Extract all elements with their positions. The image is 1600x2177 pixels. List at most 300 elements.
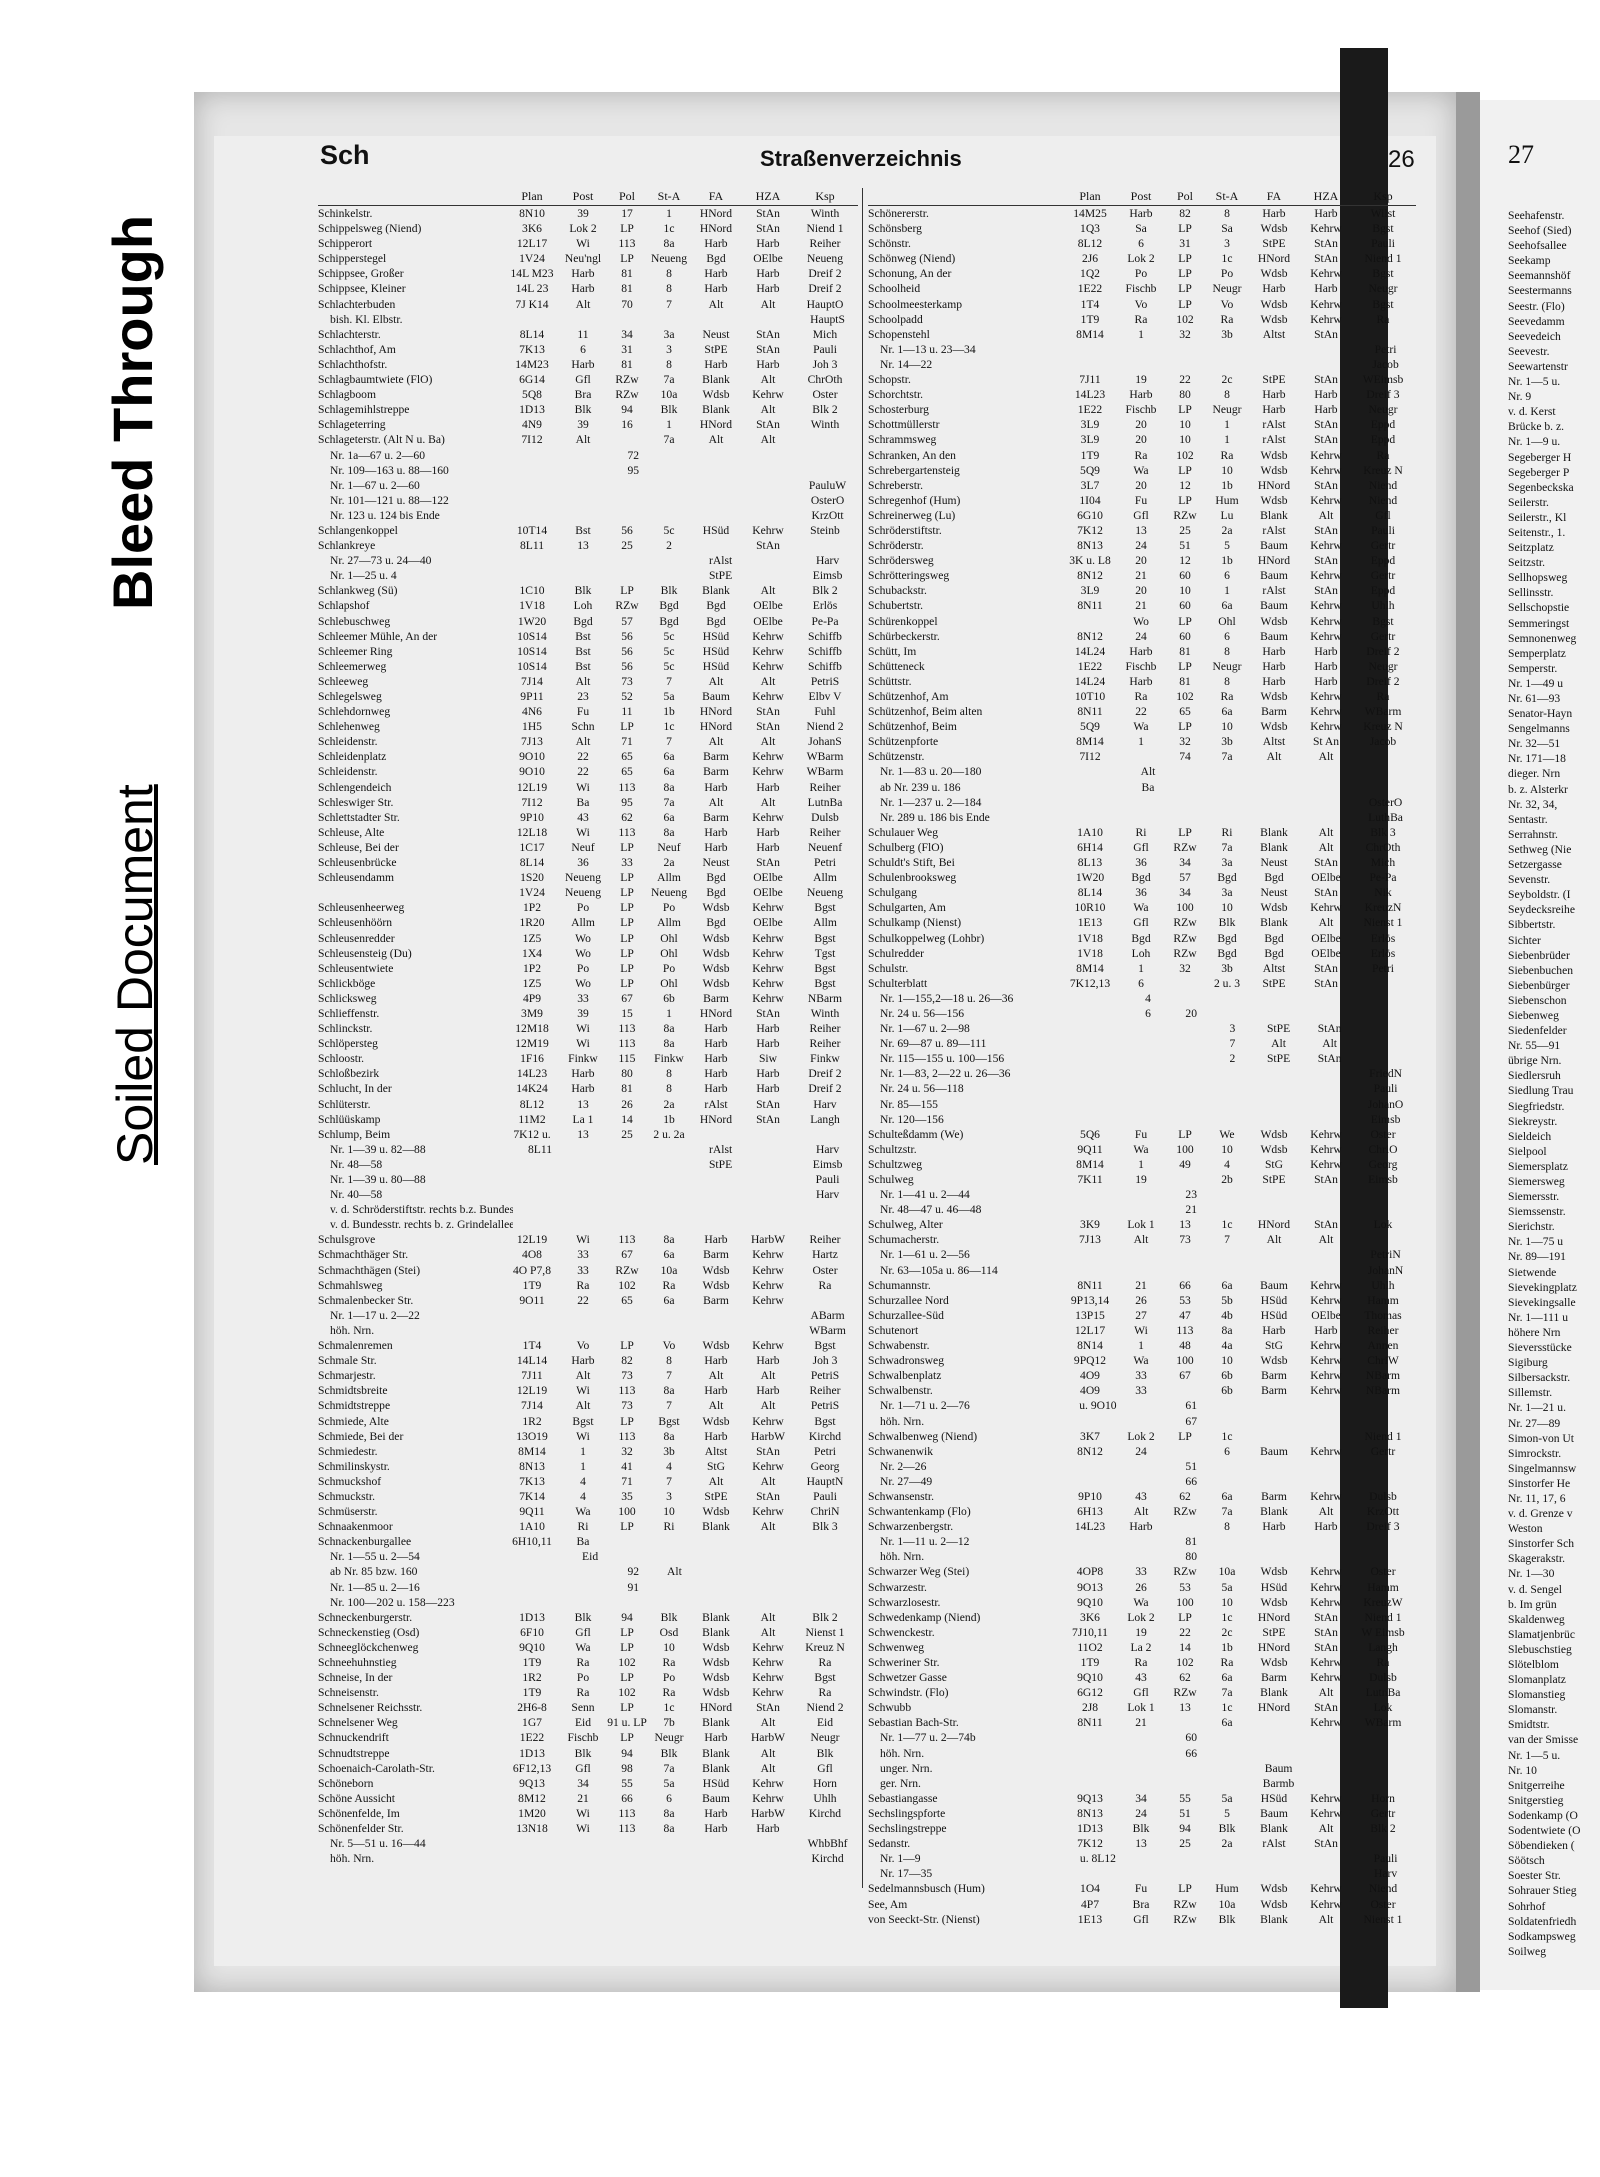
plan-cell: 3L9 <box>1080 418 1100 432</box>
fa-cell: Bgd <box>1264 871 1284 885</box>
hza-cell <box>746 1836 797 1851</box>
street-name: Schnuckendrift <box>318 1731 389 1745</box>
hza-cell: Harb <box>1314 644 1338 658</box>
directory-row <box>868 553 1416 568</box>
ksp-cell: W Eimsb <box>1361 1625 1405 1639</box>
ksp-cell: Bgst <box>1372 614 1394 628</box>
plan-cell <box>513 1564 568 1579</box>
street-name: Schreberstr. <box>868 478 924 492</box>
hza-cell: Alt <box>760 1761 776 1775</box>
next-page-entry: Seyboldstr. (I <box>1508 888 1571 902</box>
hza-cell <box>746 478 797 493</box>
pol-cell: 32 <box>621 1444 633 1458</box>
post-cell: Wi <box>576 1806 590 1820</box>
next-page-entry: Siemssenstr. <box>1508 1205 1566 1219</box>
st-a-cell: Vo <box>662 1339 676 1353</box>
post-cell: 22 <box>577 765 589 779</box>
pol-cell: RZw <box>1173 508 1197 522</box>
plan-cell: 3K u. L8 <box>1069 554 1111 568</box>
ksp-cell <box>1355 780 1416 795</box>
hza-cell: Kehrw <box>1310 1565 1342 1579</box>
plan-cell <box>513 568 568 583</box>
st-a-cell: 7 <box>1224 1233 1230 1247</box>
st-a-cell: 1c <box>663 1701 675 1715</box>
directory-row <box>318 1338 858 1353</box>
st-a-cell: 7 <box>666 1369 672 1383</box>
st-a-cell <box>1212 1761 1253 1776</box>
pol-cell: 73 <box>1179 1233 1191 1247</box>
pol-cell: 102 <box>1176 1656 1194 1669</box>
fa-cell: Blank <box>1260 1686 1288 1700</box>
hza-cell: Kehrw <box>752 1339 784 1353</box>
st-a-cell: Po <box>662 961 676 975</box>
ksp-cell: Erlös <box>812 599 838 613</box>
hza-cell: Alt <box>760 1610 776 1624</box>
pol-cell <box>606 1534 648 1549</box>
ksp-cell: Neueng <box>806 252 844 266</box>
plan-cell: u. 8L12 <box>1079 1852 1116 1866</box>
plan-cell: 14M23 <box>515 357 549 371</box>
directory-row <box>318 297 858 312</box>
fa-cell <box>1253 1006 1304 1021</box>
directory-row <box>868 297 1416 312</box>
ksp-cell: Oster <box>812 1263 838 1277</box>
plan-cell: 9PQ12 <box>1073 1354 1107 1368</box>
next-page-entry: Sietwende <box>1508 1265 1557 1279</box>
pol-cell: 20 <box>1185 1006 1197 1020</box>
pol-cell: 113 <box>618 237 636 251</box>
pol-cell: 22 <box>1179 1625 1191 1639</box>
next-page-entry: Nr. 1—75 u <box>1508 1235 1564 1249</box>
street-name: Schönenfelde, Im <box>318 1806 400 1820</box>
post-cell: Allm <box>571 916 595 930</box>
pol-cell: 49 <box>1179 1157 1191 1171</box>
post-cell: Alt <box>575 297 591 311</box>
pol-cell: 56 <box>621 659 633 673</box>
plan-cell <box>513 448 568 463</box>
hza-cell <box>1304 1187 1355 1202</box>
directory-row <box>868 1459 1416 1474</box>
fa-cell: rAlst <box>709 1142 733 1156</box>
plan-cell: 9O10 <box>519 765 545 779</box>
plan-cell: 1D13 <box>519 1746 545 1760</box>
directory-row <box>318 1232 858 1247</box>
st-a-cell: 1 <box>666 1006 672 1020</box>
ksp-cell: Eid <box>816 1716 834 1730</box>
street-name: Schulredder <box>868 946 925 960</box>
st-a-cell: 8 <box>1224 1520 1230 1534</box>
post-cell: Lok 2 <box>1127 1429 1155 1443</box>
directory-row <box>868 266 1416 281</box>
next-page-entry: Singelmannsw <box>1508 1461 1577 1475</box>
plan-cell: 13P15 <box>1075 1308 1105 1322</box>
hza-cell: Kehrw <box>1310 690 1342 703</box>
pol-cell: LP <box>1178 463 1192 477</box>
ksp-cell: Dreif 2 <box>1366 674 1400 688</box>
plan-cell <box>1070 1081 1125 1096</box>
fa-cell: HSüd <box>1260 1308 1288 1322</box>
post-cell <box>568 1187 613 1202</box>
plan-cell: 12M18 <box>515 1022 549 1036</box>
post-cell <box>568 1217 613 1232</box>
post-cell: Blk <box>574 1746 592 1760</box>
fa-cell: Harb <box>704 267 728 281</box>
next-page-entry: v. d. Grenze v <box>1508 1507 1573 1521</box>
post-cell: 21 <box>1135 1278 1147 1292</box>
st-a-cell: Neugr <box>1212 403 1242 417</box>
street-name: Schopstr. <box>868 373 911 387</box>
ksp-cell: Reiher <box>809 1233 841 1247</box>
post-cell: Bst <box>575 659 591 673</box>
pol-cell: 71 <box>621 735 633 749</box>
plan-cell: 1V18 <box>1077 931 1103 945</box>
plan-cell <box>1070 1021 1125 1036</box>
hza-cell <box>742 1127 794 1142</box>
street-name: Schützenhof, Beim alten <box>868 705 983 719</box>
fa-cell <box>695 493 746 508</box>
directory-row <box>318 493 858 508</box>
directory-row <box>868 1640 1416 1655</box>
street-name: Schurzallee-Süd <box>868 1308 944 1322</box>
st-a-cell <box>1212 1066 1253 1081</box>
st-a-cell: 5c <box>663 523 675 537</box>
post-cell: Bst <box>575 629 591 643</box>
plan-cell <box>513 1836 568 1851</box>
ksp-cell <box>794 1127 856 1142</box>
hza-cell: Alt <box>760 1625 776 1639</box>
street-name: Schmilinskystr. <box>318 1459 390 1473</box>
street-name: Schulberg (FlO) <box>868 840 944 854</box>
st-a-cell: 10a <box>660 1263 678 1277</box>
post-cell: Po <box>576 1671 590 1685</box>
street-name: Schnaakenmoor <box>318 1520 393 1534</box>
plan-cell: 8N10 <box>519 207 545 220</box>
fa-cell: Neust <box>702 856 730 870</box>
hza-cell <box>1304 1112 1355 1127</box>
fa-cell: Wdsb <box>702 961 730 975</box>
fa-cell <box>695 1595 746 1610</box>
fa-cell: HNord <box>1257 1640 1291 1654</box>
street-name: Schumannstr. <box>868 1278 931 1292</box>
street-name: Schwarzlosestr. <box>868 1595 941 1609</box>
hza-cell: Kehrw <box>1310 1671 1342 1685</box>
hza-cell: Alt <box>1322 1037 1338 1051</box>
ksp-cell: Schiffb <box>808 629 842 643</box>
directory-row <box>868 749 1416 764</box>
st-a-cell <box>654 448 695 463</box>
hza-cell: Kehrw <box>752 1293 784 1307</box>
street-name: Schwubb <box>868 1701 912 1715</box>
next-page-entry: Skaldenweg <box>1508 1612 1565 1626</box>
post-cell <box>1125 1534 1170 1549</box>
st-a-cell: 6a <box>663 810 675 824</box>
plan-cell <box>1070 1761 1125 1776</box>
plan-cell: 8L14 <box>519 856 545 870</box>
st-a-cell: 5a <box>663 690 675 703</box>
ksp-cell: ChriO <box>1368 1142 1398 1156</box>
directory-row <box>318 598 858 613</box>
pol-cell: 80 <box>1185 1550 1197 1564</box>
fa-cell: Wdsb <box>1260 448 1288 462</box>
street-name: von Seeckt-Str. (Nienst) <box>868 1912 980 1926</box>
pol-cell: 14 <box>621 1112 633 1126</box>
ksp-cell: Neuenf <box>807 840 843 854</box>
st-a-cell: 8 <box>1224 674 1230 688</box>
st-a-cell: Po <box>1220 267 1234 281</box>
st-a-cell: 2c <box>1221 373 1233 387</box>
post-cell: 1 <box>1138 1157 1144 1171</box>
directory-row <box>318 1655 858 1670</box>
hza-cell: StAn <box>1314 584 1338 598</box>
pol-cell <box>1171 764 1212 779</box>
ksp-cell: Bgst <box>814 1671 836 1685</box>
post-cell <box>1125 810 1170 825</box>
fa-cell: rAlst <box>1262 433 1286 447</box>
street-name: Schulterblatt <box>868 976 928 990</box>
pol-cell: 81 <box>621 282 633 296</box>
ksp-cell: OsterO <box>1368 795 1403 809</box>
fa-cell: Wdsb <box>702 1505 730 1519</box>
fa-cell: Blank <box>1260 1822 1288 1836</box>
ksp-cell: FriedN <box>1369 1067 1402 1081</box>
ksp-cell: PauluW <box>808 478 847 492</box>
street-name: Nr. 1—39 u. 80—88 <box>330 1173 426 1186</box>
ksp-cell: Harv <box>815 1142 840 1156</box>
pol-cell: LP <box>620 886 634 900</box>
hza-cell: Kehrw <box>752 659 784 673</box>
directory-row <box>318 523 858 538</box>
ksp-cell: PetriS <box>810 674 840 688</box>
pol-cell <box>1171 1112 1212 1127</box>
post-cell <box>1125 1851 1170 1866</box>
plan-cell: 1F16 <box>520 1052 544 1066</box>
plan-cell <box>513 1157 568 1172</box>
fa-cell: Barm <box>1261 1384 1287 1398</box>
street-name: Schleusentwiete <box>318 961 394 975</box>
st-a-cell: Sa <box>1221 222 1233 236</box>
right-rows <box>868 206 1416 1927</box>
directory-row <box>868 493 1416 508</box>
street-name: Sechslingspforte <box>868 1806 946 1820</box>
ksp-cell: Eppd <box>1370 584 1396 598</box>
street-name: Nr. 1—17 u. 2—22 <box>330 1308 420 1322</box>
post-cell: Wi <box>1134 1323 1148 1337</box>
directory-row <box>868 674 1416 689</box>
st-a-cell <box>1212 1776 1253 1791</box>
ksp-cell: Eppd <box>1370 433 1396 447</box>
fa-cell: Harb <box>704 357 728 371</box>
hza-cell: Kehrw <box>752 1791 784 1805</box>
fa-cell <box>695 1172 746 1187</box>
post-cell: Gfl <box>1133 840 1149 854</box>
post-cell: Blk <box>574 1610 592 1624</box>
ksp-cell: Niend 2 <box>806 720 844 734</box>
post-cell: Ba <box>576 795 590 809</box>
hza-cell <box>746 1595 797 1610</box>
hza-cell: Kehrw <box>1310 493 1342 507</box>
plan-cell: 4P7 <box>1080 1897 1100 1911</box>
hza-cell: StAn <box>756 207 780 220</box>
plan-cell: 1S20 <box>520 871 544 885</box>
ksp-cell: ABarm <box>810 1308 845 1322</box>
next-page-entry: Snitgerstieg <box>1508 1793 1564 1807</box>
plan-cell: 12L18 <box>516 825 548 839</box>
directory-row <box>318 1081 858 1096</box>
hza-cell <box>746 1142 797 1157</box>
post-cell: Wo <box>575 931 591 945</box>
pol-cell: LP <box>620 1339 634 1353</box>
directory-row <box>868 1444 1416 1459</box>
next-page-entry: Seevedamm <box>1508 314 1565 328</box>
st-a-cell: 10 <box>1221 720 1233 734</box>
pol-cell <box>613 1836 654 1851</box>
ksp-cell <box>794 1293 856 1308</box>
hza-cell: Alt <box>760 584 776 598</box>
post-cell: Alt <box>575 1369 591 1383</box>
plan-cell: 9P13,14 <box>1070 1293 1110 1307</box>
plan-cell: 1E22 <box>1077 403 1103 417</box>
ksp-cell: Pauli <box>813 342 837 356</box>
ksp-cell: PetriN <box>1370 1248 1401 1262</box>
directory-row <box>868 976 1416 991</box>
next-page-entry: Slomanstieg <box>1508 1688 1566 1702</box>
fa-cell: HNord <box>1257 1701 1291 1715</box>
post-cell: 24 <box>1135 539 1147 553</box>
ksp-cell: Bgst <box>1372 267 1394 281</box>
pol-cell: 62 <box>1179 1671 1191 1685</box>
st-a-cell: Lu <box>1220 508 1234 522</box>
ksp-cell: Gertr <box>1370 539 1396 553</box>
plan-cell <box>1070 342 1125 357</box>
ksp-cell <box>1355 764 1416 779</box>
st-a-cell: 8 <box>666 357 672 371</box>
post-cell: 26 <box>1135 1580 1147 1594</box>
pol-cell <box>613 1142 654 1157</box>
st-a-cell: 7a <box>663 373 675 387</box>
street-name: Schonung, An der <box>868 267 952 281</box>
plan-cell: 7K12 u. <box>513 1127 551 1141</box>
street-name: Schutenort <box>868 1323 919 1337</box>
plan-cell: 10T14 <box>516 523 548 537</box>
left-column <box>318 188 858 1866</box>
pol-cell: 56 <box>621 523 633 537</box>
st-a-cell: 8a <box>663 1022 675 1036</box>
pol-cell <box>613 1157 654 1172</box>
pol-cell: 100 <box>1176 1142 1194 1156</box>
st-a-cell: Bgd <box>1217 946 1237 960</box>
plan-cell: 1V24 <box>519 886 545 900</box>
ksp-cell: Niend 1 <box>1364 1610 1402 1624</box>
pol-cell: 31 <box>1179 237 1191 251</box>
fa-cell: Harb <box>704 780 728 794</box>
st-a-cell: 8a <box>663 1384 675 1398</box>
hza-cell: Kehrw <box>1310 1157 1342 1171</box>
street-name: Schleusendamm <box>318 871 394 885</box>
post-cell: 36 <box>1135 886 1147 900</box>
street-name: Schmachthäger Str. <box>318 1248 409 1262</box>
plan-cell: 1E22 <box>1077 659 1103 673</box>
next-page-entry: Sengelmanns <box>1508 722 1570 736</box>
post-cell: Ra <box>1134 312 1148 326</box>
plan-cell <box>513 1851 568 1866</box>
pol-cell: RZw <box>1173 1565 1197 1579</box>
st-a-cell: 1 <box>666 207 672 220</box>
hza-cell: OElbe <box>753 871 783 885</box>
street-name: Schmale Str. <box>318 1354 377 1368</box>
st-a-cell: 6 <box>1224 1444 1230 1458</box>
plan-cell <box>513 1323 568 1338</box>
hza-cell: Kehrw <box>1310 1882 1342 1896</box>
pol-cell: 113 <box>618 1429 636 1443</box>
post-cell <box>1125 1398 1170 1413</box>
st-a-cell: 1b <box>663 1112 675 1126</box>
next-page-entry: Semnonenweg <box>1508 631 1577 645</box>
hza-cell: Alt <box>760 403 776 417</box>
directory-row <box>318 991 858 1006</box>
post-cell: Ra <box>576 1278 590 1292</box>
st-a-cell: 10 <box>1221 1595 1233 1609</box>
street-name: Schwalbenplatz <box>868 1369 942 1383</box>
directory-row <box>868 1338 1416 1353</box>
fa-cell <box>695 1580 746 1595</box>
post-cell <box>1125 1746 1170 1761</box>
street-name: Schlangenkoppel <box>318 523 398 537</box>
fa-cell: Harb <box>704 1067 728 1081</box>
ksp-cell: NBarm <box>807 991 843 1005</box>
hza-cell <box>746 312 797 327</box>
plan-cell: 1T4 <box>1080 297 1100 311</box>
fa-cell <box>1253 1866 1304 1881</box>
post-cell: Senn <box>571 1701 595 1715</box>
directory-row <box>318 1700 858 1715</box>
plan-cell <box>1070 1202 1125 1217</box>
hza-cell: Kehrw <box>752 1414 784 1428</box>
ksp-cell <box>1355 1187 1416 1202</box>
ksp-cell: Ra <box>1376 690 1390 703</box>
plan-cell <box>513 553 568 568</box>
header-post: Post <box>572 188 594 203</box>
directory-row <box>868 1006 1416 1021</box>
hza-cell: StAn <box>1314 478 1338 492</box>
street-name: Schöneborn <box>318 1776 374 1790</box>
fa-cell <box>690 538 742 553</box>
fa-cell: Harb <box>704 825 728 839</box>
next-page-entry: Smidtstr. <box>1508 1718 1550 1732</box>
pol-cell <box>1171 1761 1212 1776</box>
hza-cell: Kehrw <box>752 629 784 643</box>
pol-cell <box>1164 1383 1206 1398</box>
directory-row <box>868 1836 1416 1851</box>
st-a-cell <box>654 478 695 493</box>
ksp-cell: Oster <box>812 388 838 402</box>
ksp-cell: Schiffb <box>808 644 842 658</box>
post-cell <box>568 493 613 508</box>
street-name: Nr. 48—47 u. 46—48 <box>880 1203 982 1217</box>
pol-cell: LP <box>1178 282 1192 296</box>
street-name: Schulauer Weg <box>868 825 939 839</box>
post-cell <box>568 312 613 327</box>
post-cell: Po <box>1134 267 1148 281</box>
directory-row <box>868 1112 1416 1127</box>
pol-cell <box>1171 1263 1212 1278</box>
ksp-cell: Dreif 2 <box>808 282 842 296</box>
fa-cell: Wdsb <box>702 1263 730 1277</box>
post-cell: Alt <box>1133 1505 1149 1519</box>
ksp-cell: Dreif 2 <box>1366 644 1400 658</box>
next-page-entry: Seitenstr., 1. <box>1508 525 1566 539</box>
st-a-cell <box>1212 810 1253 825</box>
post-cell <box>568 1308 613 1323</box>
